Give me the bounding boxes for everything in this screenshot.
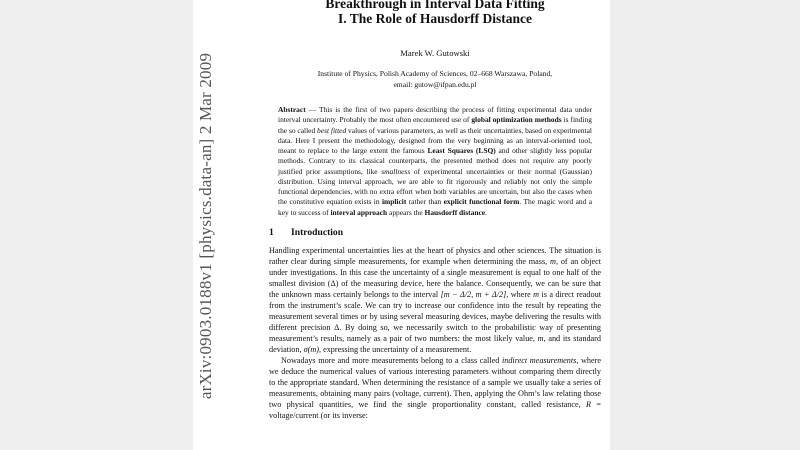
viewer-background-left <box>0 0 193 450</box>
text-run: , where we deduce the numerical values of various interesting parameters without comparing them directly to the appropriate standard. When determining the resistance of a sample we usually take a series of measurements, obtaining many pairs (voltage, current). Then, applying the Ohm’s law relating those two physical quantities, we find the single proportionality constant, called resistance, <box>269 356 601 410</box>
paper-title <box>269 0 601 26</box>
section-number: 1 <box>269 226 274 238</box>
bold-text: interval approach <box>330 207 388 217</box>
text-run: . The magic word and a key to success of <box>278 197 592 217</box>
text-run: is a direct readout from the instrument’s scale. We can try to increase our confidence into the result by repeating the measurement several times or by using several measuring devices, maybe delivering the results with different precision Δ. By doing so, we necessarily switch to the probabilistic way of presenting measurement’s results, namely as a pair of two numbers: the most likely value, <box>269 289 601 344</box>
arxiv-identifier-margin <box>193 0 219 450</box>
italic-text: indirect measurements <box>501 356 577 366</box>
italic-text: best fitted <box>317 125 347 135</box>
italic-text: R <box>586 400 592 410</box>
text-run: , and its standard deviation, <box>269 334 601 355</box>
author-email: email: gutow@ifpan.edu.pl <box>393 79 477 89</box>
italic-text: m <box>533 289 540 299</box>
italic-text: σ(m) <box>303 345 319 355</box>
text-run: = voltage/current (or its inverse: <box>269 400 602 421</box>
italic-text: m <box>537 334 544 344</box>
body-paragraph-1 <box>269 245 601 355</box>
arxiv-identifier: arXiv:0903.0188v1 [physics.data-an] 2 Mar 2009 <box>196 52 215 400</box>
bold-text: explicit functional form <box>443 197 520 207</box>
bold-text: global optimization methods <box>471 115 562 125</box>
viewer-background-right <box>610 0 800 450</box>
abstract-text <box>278 105 592 217</box>
page-content <box>269 0 601 422</box>
text-run: and other slightly less popular methods. Contrary to its classical counterparts, the presented method does not require any poorly justified prior assumptions, like <box>278 146 592 176</box>
text-run: appears the <box>387 207 425 217</box>
italic-text: [m − Δ/2, m + Δ/2] <box>440 289 507 299</box>
text-run: , where <box>506 289 534 299</box>
author-name: Marek W. Gutowski <box>400 48 470 58</box>
pdf-page <box>193 0 610 450</box>
abstract-label: Abstract <box>278 105 306 114</box>
affiliation-block <box>269 69 601 90</box>
title-line-1: Breakthrough in Interval Data Fitting <box>325 0 545 11</box>
text-run: of experimental uncertainties or their normal (Gaussian) distribution. Using interval approach, we are able to fit rigorously and reliably not only the simple functional dependencies, with no extra effort when both variables are uncertain, but also the cases when the constitutive equation exists in <box>278 166 592 207</box>
italic-text: smallness <box>381 166 411 176</box>
body-text <box>269 245 601 422</box>
bold-text: implicit <box>381 197 407 207</box>
italic-text: m <box>550 256 556 266</box>
text-run: Nowadays more and more measurements belong to a class called <box>281 356 502 366</box>
abstract <box>278 105 592 218</box>
text-run: is finding the so called <box>278 115 592 135</box>
text-run: , expressing the uncertainty of a measurement. <box>318 345 472 355</box>
text-run: . <box>485 207 487 217</box>
title-line-2: I. The Role of Hausdorff Distance <box>338 11 532 26</box>
section-title: Introduction <box>291 226 344 238</box>
text-run: rather than <box>406 197 444 207</box>
section-heading-introduction <box>269 227 601 239</box>
text-run: , of an object under investigations. In this case the uncertainty of a single measurement is equal to one half of the smallest division (Δ) of the measuring device, here the balance. Consequently, we can be sure that the unknown mass certainly belongs to the interval <box>269 256 601 299</box>
text-run: values of various parameters, as well as their uncertainties, based on experimental data. Here I present the methodology, designed from the very beginning as an interval-oriented tool, meant to replace to the large extent the famous <box>278 125 592 155</box>
body-paragraph-2 <box>269 355 601 421</box>
affiliation: Institute of Physics, Polish Academy of Sciences, 02–668 Warszawa, Poland, <box>317 69 553 78</box>
text-run: Handling experimental uncertainties lies at the heart of physics and other sciences. The situation is rather clear during simple measurements, for example when determining the mass, <box>269 245 601 266</box>
text-run: — This is the first of two papers describing the process of fitting experimental data under interval uncertainty. Probably the most often encountered use of <box>278 105 592 125</box>
bold-text: Least Squares (LSQ) <box>427 146 496 155</box>
bold-text: Hausdorff distance <box>424 207 486 217</box>
